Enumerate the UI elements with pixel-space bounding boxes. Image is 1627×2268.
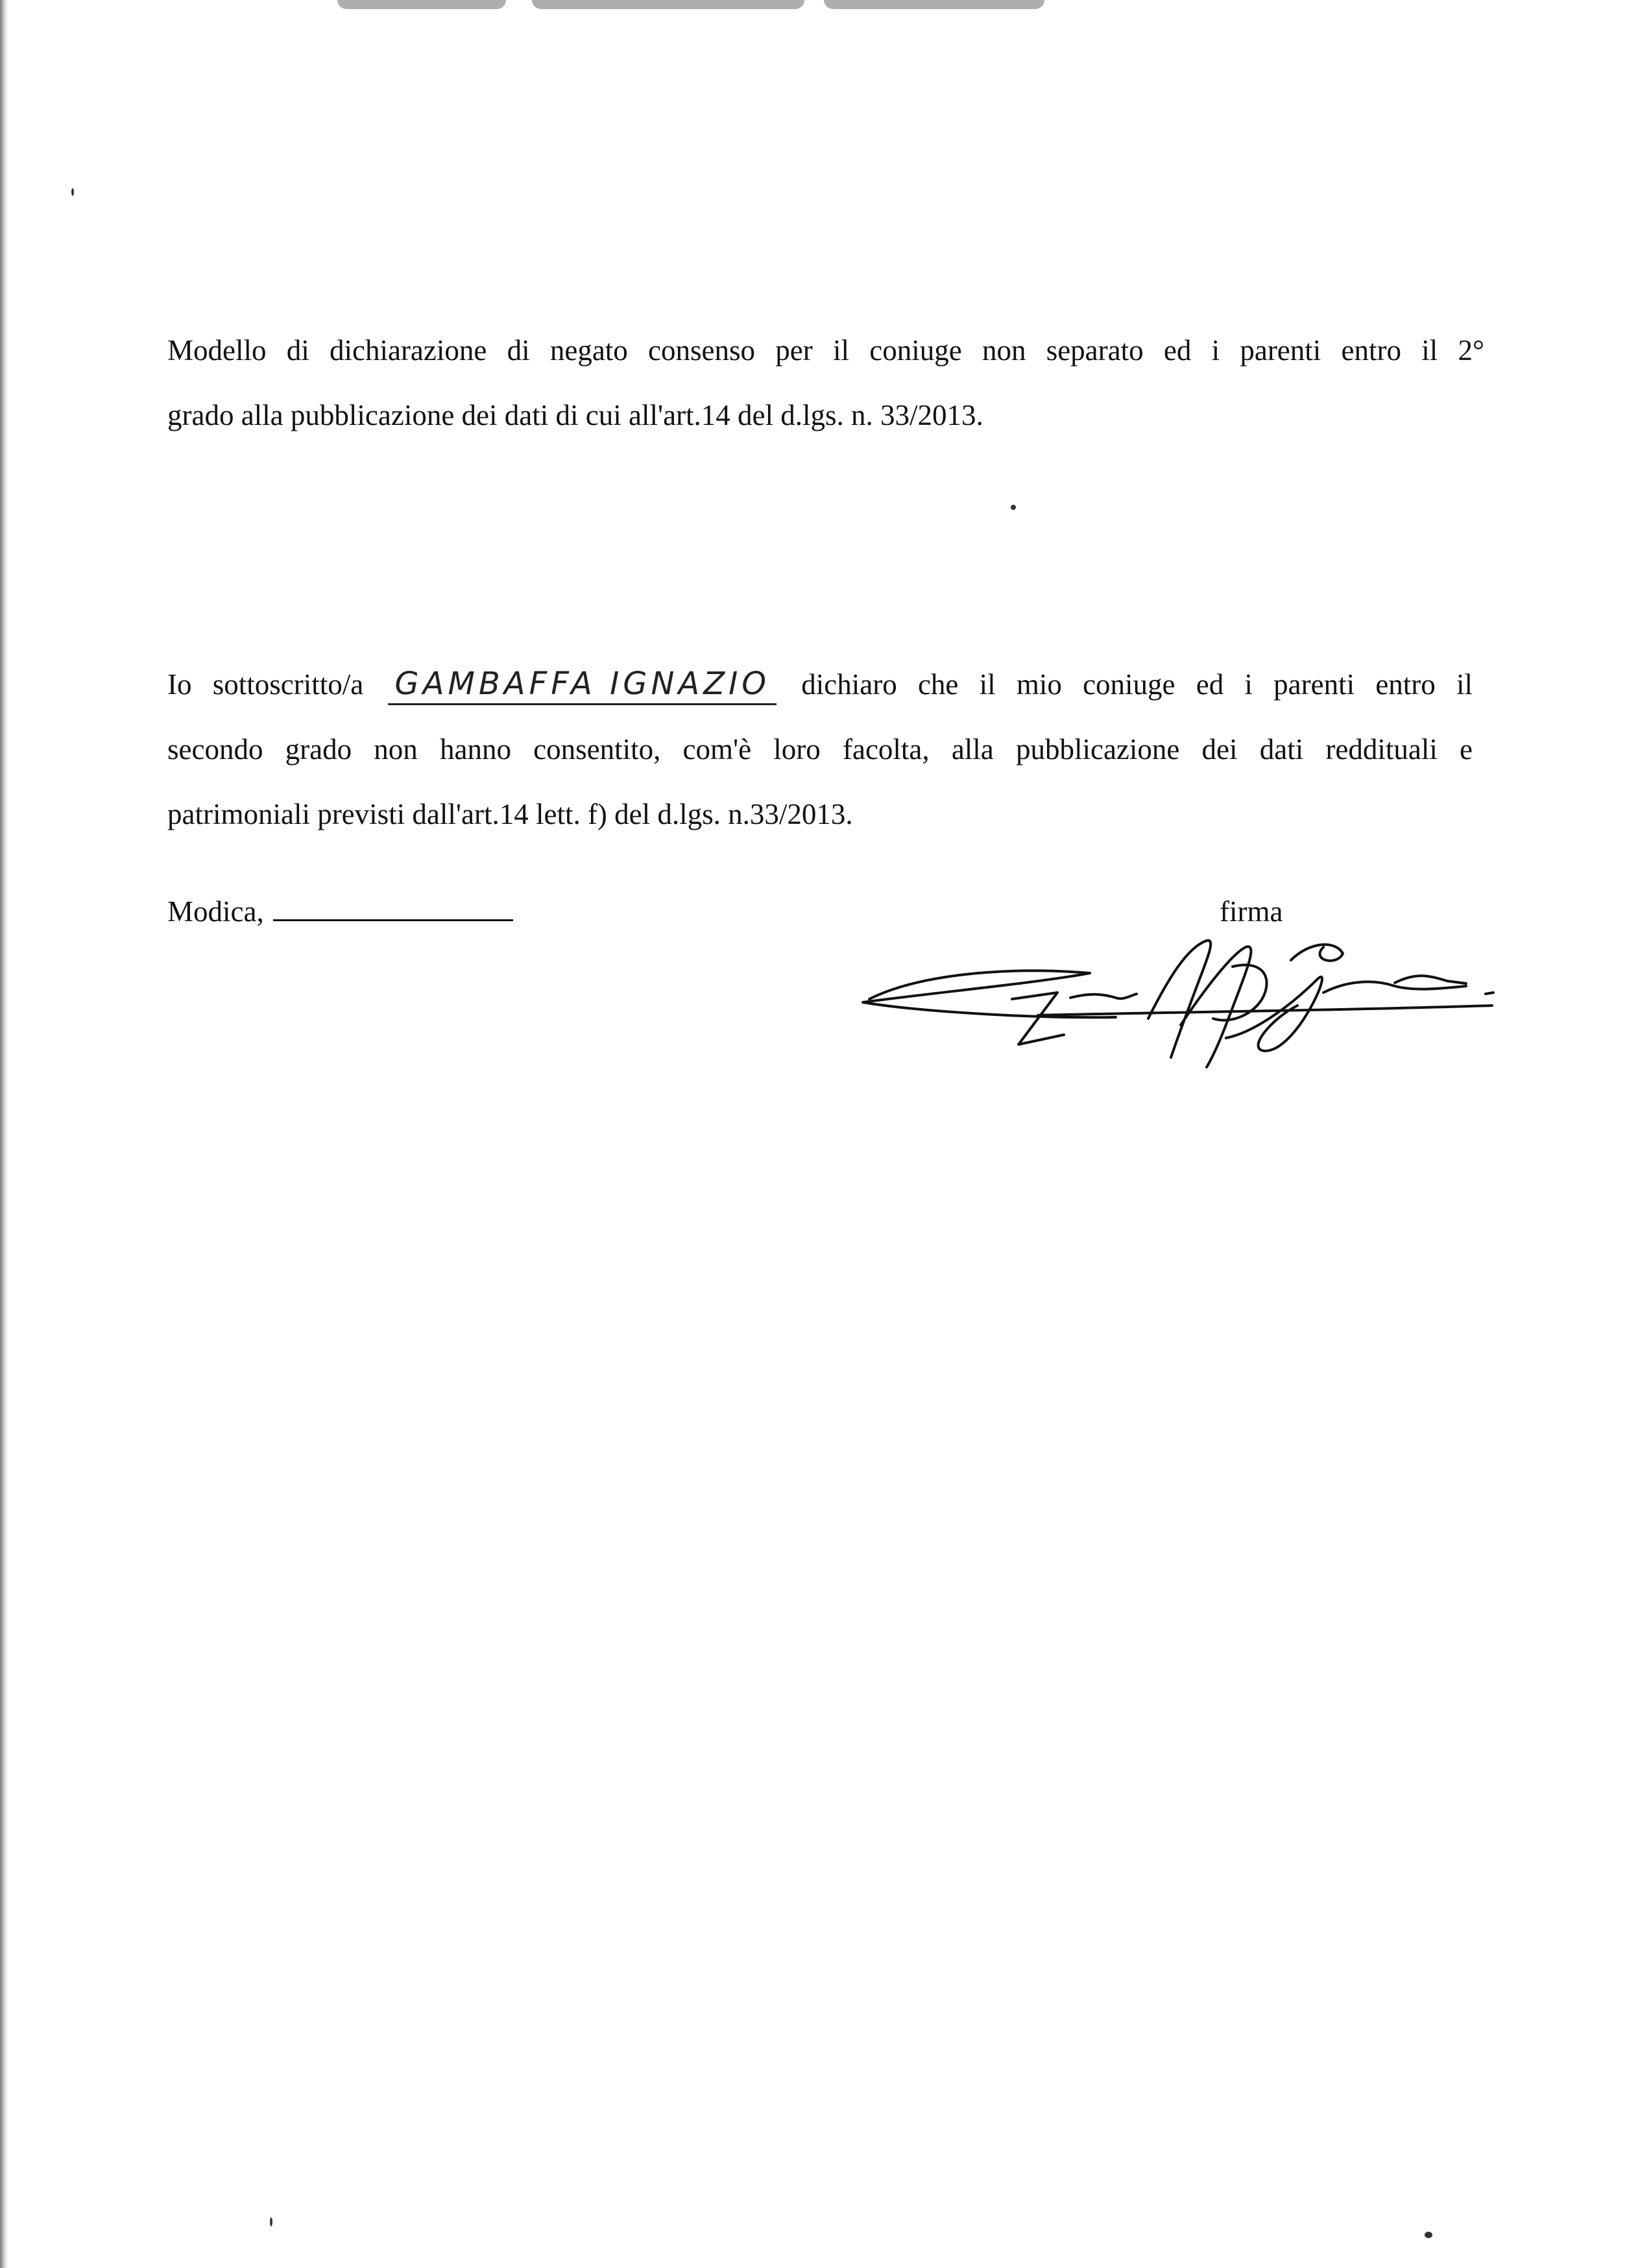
declaration-line-1 bbox=[167, 652, 1473, 717]
scan-top-shadow-2 bbox=[532, 0, 804, 9]
declaration-paragraph bbox=[167, 652, 1473, 847]
scan-speck-2 bbox=[1425, 2232, 1432, 2238]
declaration-prefix: Io sottoscritto/a bbox=[167, 668, 364, 701]
declaration-line-2: secondo grado non hanno consentito, com'è loro facolta, alla pubblicazione dei dati reddituali e bbox=[167, 733, 1473, 766]
scan-speck-4 bbox=[71, 188, 74, 196]
place-label: Modica, bbox=[167, 895, 264, 928]
declaration-line-3: patrimoniali previsti dall'art.14 lett. f) del d.lgs. n.33/2013. bbox=[167, 798, 853, 830]
heading-line-2: grado alla pubblicazione dei dati di cui all'art.14 del d.lgs. n. 33/2013. bbox=[167, 399, 983, 431]
scan-top-shadow-1 bbox=[337, 0, 506, 9]
handwritten-signature bbox=[843, 921, 1544, 1090]
heading-line-1: Modello di dichiarazione di negato consenso per il coniuge non separato ed i parenti entro il 2° bbox=[167, 334, 1484, 367]
scan-left-edge bbox=[0, 0, 8, 2268]
signature-label: firma bbox=[1220, 895, 1283, 928]
place-date bbox=[167, 886, 513, 937]
date-blank-line bbox=[273, 893, 513, 921]
handwritten-name: GAMBAFFA IGNAZIO bbox=[388, 664, 777, 705]
scan-top-shadow-3 bbox=[824, 0, 1044, 9]
declaration-line-1-suffix: dichiaro che il mio coniuge ed i parenti entro il bbox=[801, 668, 1473, 701]
scan-speck-1 bbox=[1011, 505, 1016, 510]
document-heading bbox=[167, 318, 1484, 448]
scan-speck-3 bbox=[270, 2217, 272, 2226]
